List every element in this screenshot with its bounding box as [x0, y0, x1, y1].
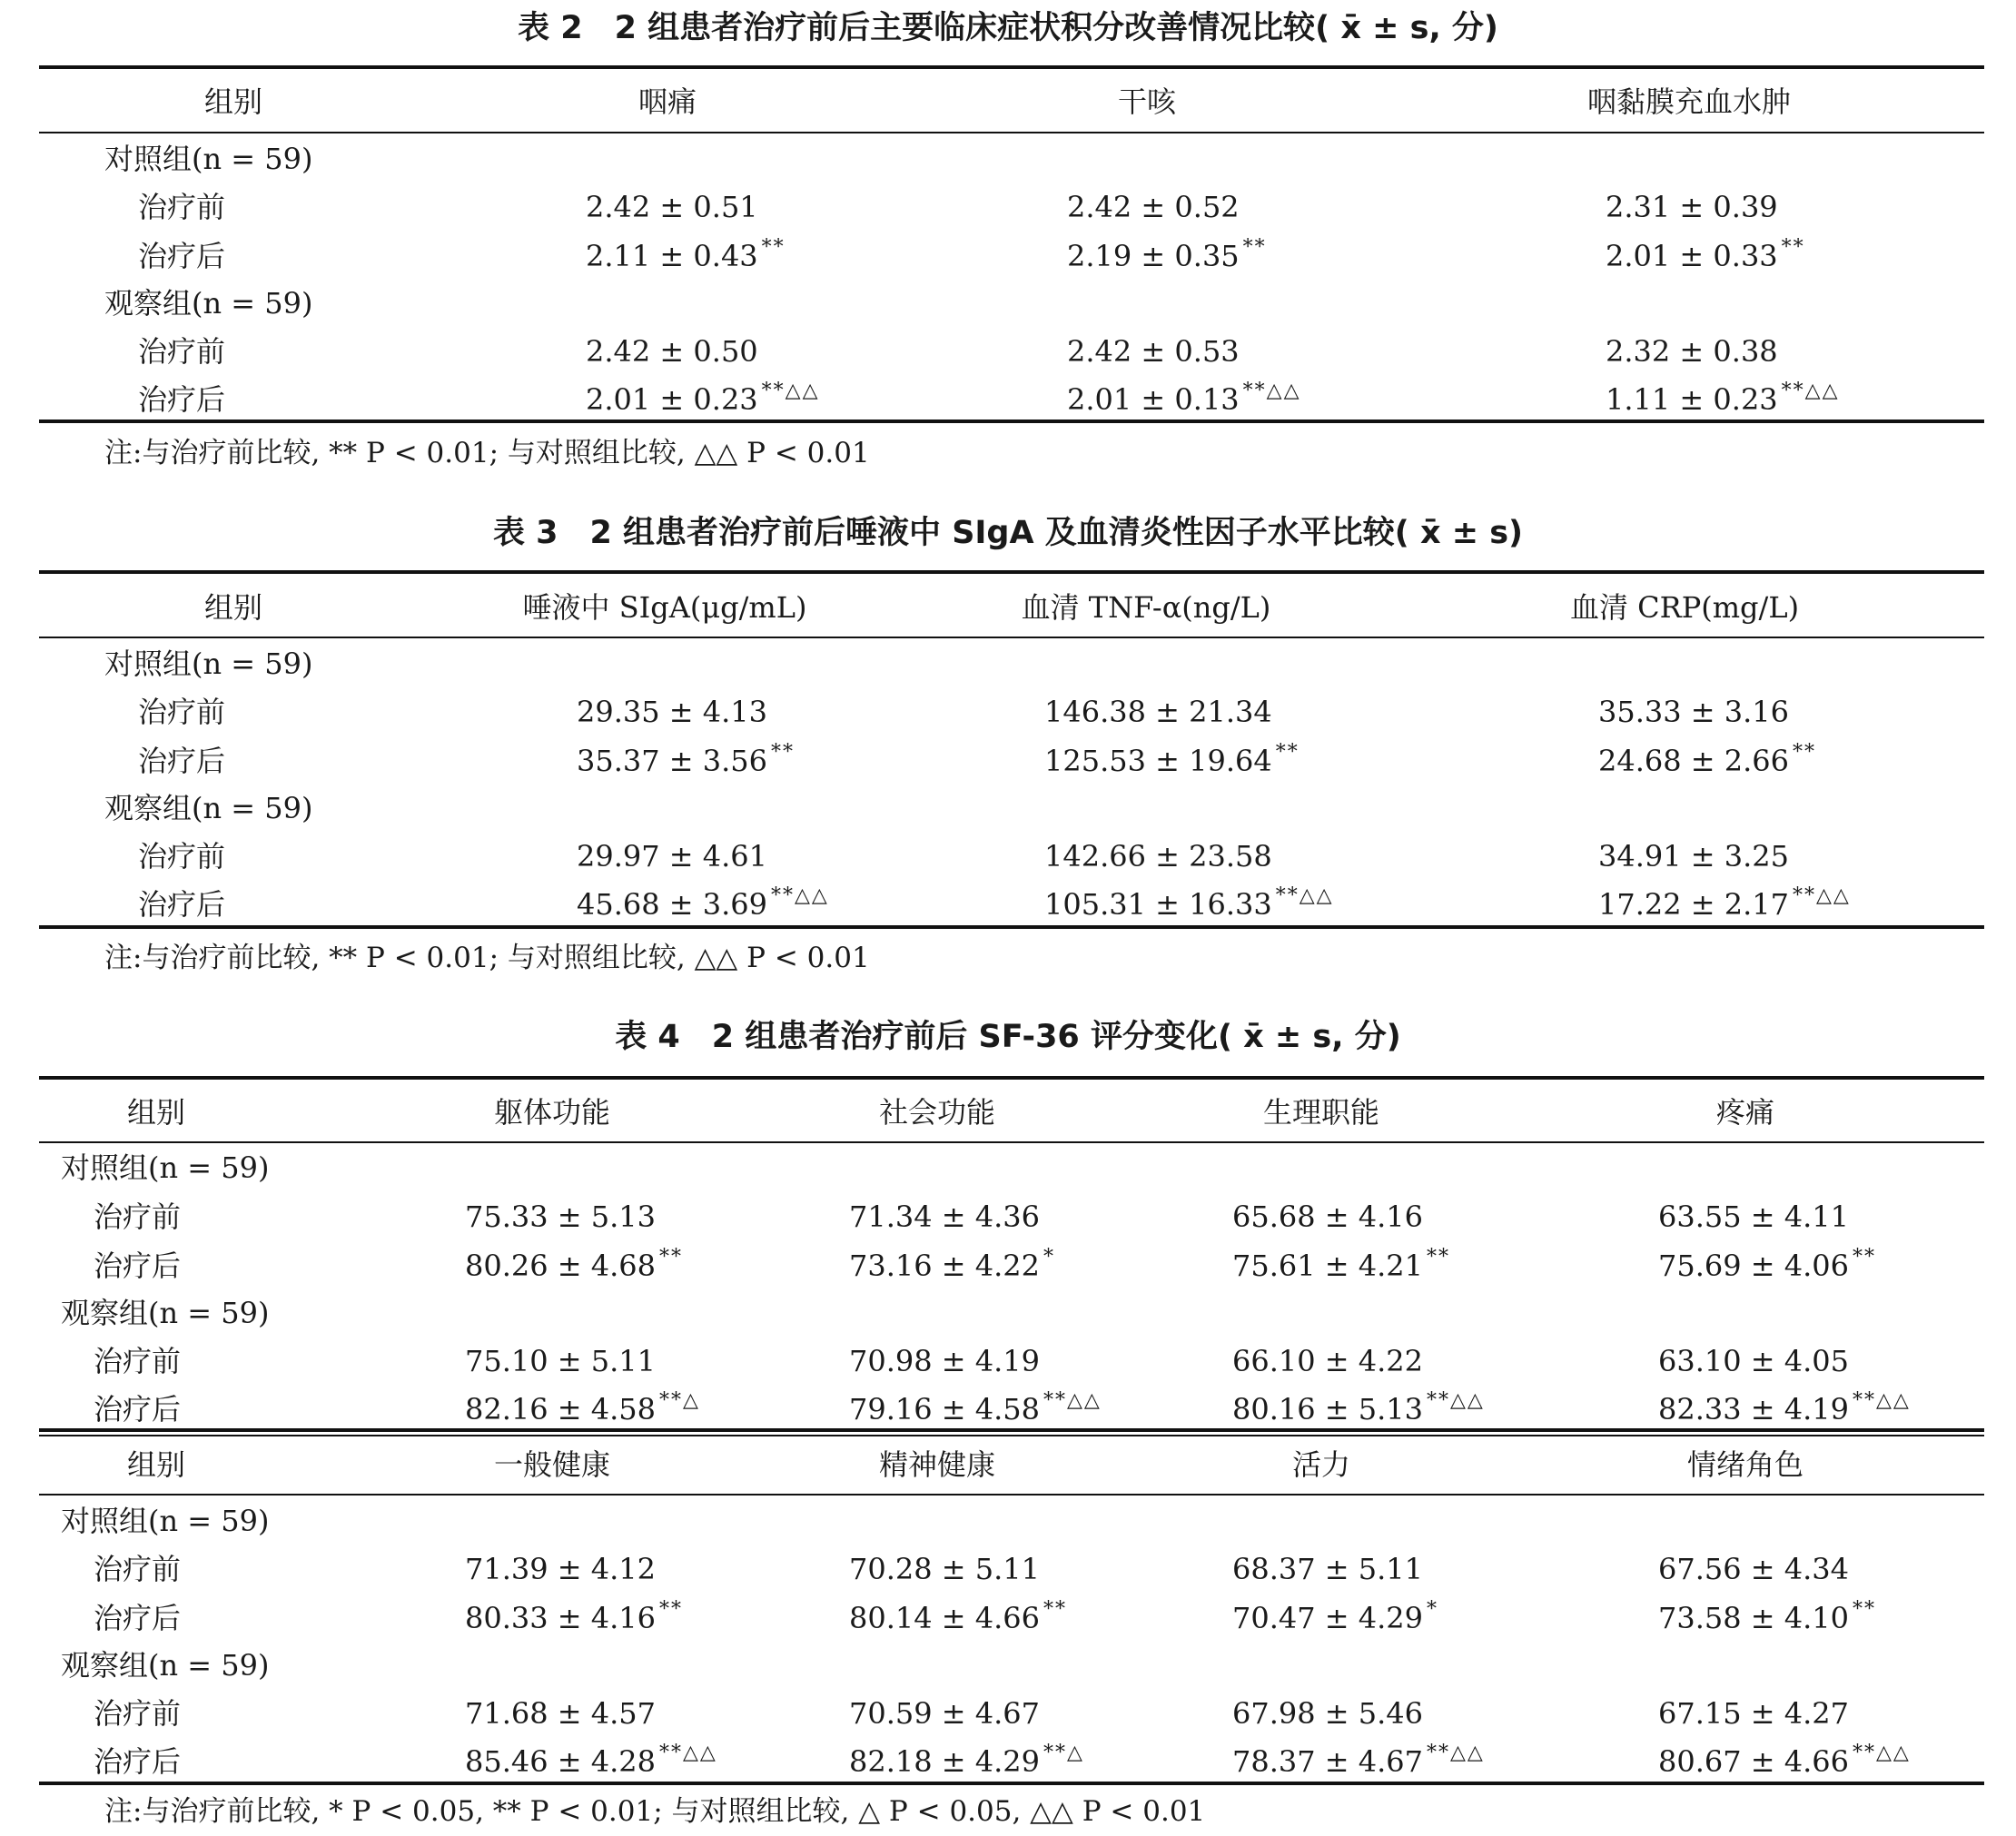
table3-group-control: 对照组(n = 59) — [104, 647, 313, 681]
table2-cell: 2.01 ± 0.23 **△△ — [586, 380, 820, 417]
table4-cell: 80.14 ± 4.66 ** — [849, 1598, 1068, 1635]
table3-cell: 34.91 ± 3.25 — [1598, 839, 1790, 874]
table2-row-label: 治疗前 — [138, 334, 226, 369]
table4-header-role-physical: 生理职能 — [1262, 1095, 1380, 1130]
table4-cell: 85.46 ± 4.28 **△△ — [465, 1742, 717, 1779]
table4-bottom-rule — [39, 1782, 1984, 1785]
table2-cell: 2.01 ± 0.33 ** — [1606, 236, 1805, 273]
table4-row-label: 治疗前 — [94, 1552, 182, 1586]
table2-row-label: 治疗后 — [138, 239, 226, 273]
table4-cell: 73.58 ± 4.10 ** — [1658, 1598, 1877, 1635]
table4-cell: 67.15 ± 4.27 — [1658, 1696, 1850, 1731]
table3-title: 表 3 2 组患者治疗前后唾液中 SIgA 及血清炎性因子水平比较( x̄ ± s) — [492, 515, 1524, 551]
table4-header-group: 组别 — [126, 1095, 186, 1130]
table2-header-group: 组别 — [203, 84, 263, 119]
table3-note: 注:与治疗前比较, ** P < 0.01; 与对照组比较, △△ P < 0.01 — [104, 942, 870, 974]
table2-cell: 2.32 ± 0.38 — [1606, 334, 1778, 369]
table4-cell: 73.16 ± 4.22 * — [849, 1246, 1056, 1283]
table3-header-group: 组别 — [203, 590, 263, 625]
table4-cell: 70.28 ± 5.11 — [849, 1552, 1041, 1586]
table2-group-control: 对照组(n = 59) — [104, 142, 313, 176]
table2-header-rule — [39, 132, 1984, 133]
table3-cell: 29.35 ± 4.13 — [577, 695, 768, 729]
table4-row-label: 治疗后 — [94, 1601, 182, 1635]
table4-header2-group: 组别 — [126, 1447, 186, 1482]
table4-cell: 67.98 ± 5.46 — [1232, 1696, 1424, 1731]
table4-cell: 71.68 ± 4.57 — [465, 1696, 657, 1731]
table4-cell: 66.10 ± 4.22 — [1232, 1344, 1424, 1378]
table4-group2-observation: 观察组(n = 59) — [61, 1648, 270, 1683]
table4-cell: 75.10 ± 5.11 — [465, 1344, 657, 1378]
table2-title: 表 2 2 组患者治疗前后主要临床症状积分改善情况比较( x̄ ± s, 分) — [518, 10, 1498, 46]
table4-cell: 67.56 ± 4.34 — [1658, 1552, 1850, 1586]
table4-mid-rule-2 — [39, 1435, 1984, 1436]
table2-cell: 2.31 ± 0.39 — [1606, 190, 1778, 224]
table2-cell: 2.01 ± 0.13 **△△ — [1067, 380, 1301, 417]
table4-header-rule — [39, 1141, 1984, 1143]
table2-cell: 2.42 ± 0.50 — [586, 334, 758, 369]
table2-cell: 2.11 ± 0.43 ** — [586, 236, 786, 273]
table3-cell: 142.66 ± 23.58 — [1044, 839, 1272, 874]
table4-cell: 63.10 ± 4.05 — [1658, 1344, 1850, 1378]
table4-cell: 71.34 ± 4.36 — [849, 1199, 1041, 1234]
table4-cell: 80.67 ± 4.66 **△△ — [1658, 1742, 1911, 1779]
table4-row-label: 治疗后 — [94, 1249, 182, 1283]
table4-cell: 70.59 ± 4.67 — [849, 1696, 1041, 1731]
table3-cell: 24.68 ± 2.66 ** — [1598, 741, 1817, 778]
table3-group-observation: 观察组(n = 59) — [104, 791, 313, 825]
table3-bottom-rule — [39, 925, 1984, 929]
table4-header-physical-function: 躯体功能 — [493, 1095, 611, 1130]
table4-header2-mental-health: 精神健康 — [878, 1447, 996, 1482]
table4-header-social-function: 社会功能 — [878, 1095, 996, 1130]
table4-header2-general-health: 一般健康 — [493, 1447, 611, 1482]
table3-header-crp: 血清 CRP(mg/L) — [1569, 590, 1800, 625]
table4-title: 表 4 2 组患者治疗前后 SF-36 评分变化( x̄ ± s, 分) — [615, 1019, 1401, 1055]
table4-cell: 82.18 ± 4.29 **△ — [849, 1742, 1084, 1779]
table3-row-label: 治疗前 — [138, 695, 226, 729]
table4-cell: 82.33 ± 4.19 **△△ — [1658, 1389, 1911, 1426]
table3-header-rule — [39, 637, 1984, 638]
table3-top-rule — [39, 570, 1984, 574]
table2-header-mucosa: 咽黏膜充血水肿 — [1586, 84, 1792, 119]
table2-row-label: 治疗前 — [138, 190, 226, 224]
table4-cell: 75.61 ± 4.21 ** — [1232, 1246, 1451, 1283]
table4-row-label: 治疗前 — [94, 1696, 182, 1731]
table4-cell: 80.16 ± 5.13 **△△ — [1232, 1389, 1485, 1426]
table4-cell: 75.33 ± 5.13 — [465, 1199, 657, 1234]
table4-top-rule — [39, 1076, 1984, 1080]
table4-row-label: 治疗前 — [94, 1199, 182, 1234]
table3-cell: 35.37 ± 3.56 ** — [577, 741, 796, 778]
table4-header-pain: 疼痛 — [1715, 1095, 1775, 1130]
table3-header-tnf: 血清 TNF-α(ng/L) — [1021, 590, 1271, 625]
table2-note: 注:与治疗前比较, ** P < 0.01; 与对照组比较, △△ P < 0.01 — [104, 437, 870, 469]
table3-row-label: 治疗后 — [138, 744, 226, 778]
table3-header-siga: 唾液中 SIgA(μg/mL) — [522, 590, 807, 625]
table4-group-control: 对照组(n = 59) — [61, 1150, 270, 1185]
table4-row-label: 治疗前 — [94, 1344, 182, 1378]
table2-header-dry-cough: 干咳 — [1117, 84, 1177, 119]
table2-cell: 1.11 ± 0.23 **△△ — [1606, 380, 1840, 417]
table2-header-sore-throat: 咽痛 — [637, 84, 697, 119]
table4-mid-rule-1 — [39, 1428, 1984, 1432]
table3-cell: 45.68 ± 3.69 **△△ — [577, 884, 829, 922]
table4-cell: 63.55 ± 4.11 — [1658, 1199, 1850, 1234]
table4-cell: 68.37 ± 5.11 — [1232, 1552, 1424, 1586]
table4-note: 注:与治疗前比较, * P < 0.05, ** P < 0.01; 与对照组比较, △ P < 0.05, △△ P < 0.01 — [104, 1795, 1206, 1828]
table4-cell: 75.69 ± 4.06 ** — [1658, 1246, 1877, 1283]
table4-header2-rule — [39, 1494, 1984, 1495]
table2-cell: 2.42 ± 0.51 — [586, 190, 758, 224]
table3-cell: 105.31 ± 16.33 **△△ — [1044, 884, 1334, 922]
table4-row-label: 治疗后 — [94, 1744, 182, 1779]
table3-cell: 35.33 ± 3.16 — [1598, 695, 1790, 729]
table3-cell: 125.53 ± 19.64 ** — [1044, 741, 1300, 778]
table3-row-label: 治疗后 — [138, 887, 226, 922]
table3-cell: 17.22 ± 2.17 **△△ — [1598, 884, 1851, 922]
table4-cell: 65.68 ± 4.16 — [1232, 1199, 1424, 1234]
table4-header2-vitality: 活力 — [1291, 1447, 1351, 1482]
table2-cell: 2.19 ± 0.35 ** — [1067, 236, 1267, 273]
table4-group2-control: 对照组(n = 59) — [61, 1504, 270, 1538]
table4-cell: 78.37 ± 4.67 **△△ — [1232, 1742, 1485, 1779]
table4-cell: 70.47 ± 4.29 * — [1232, 1598, 1439, 1635]
table2-row-label: 治疗后 — [138, 382, 226, 417]
table2-cell: 2.42 ± 0.52 — [1067, 190, 1240, 224]
table2-top-rule — [39, 65, 1984, 69]
table4-cell: 79.16 ± 4.58 **△△ — [849, 1389, 1102, 1426]
table4-header2-role-emotional: 情绪角色 — [1686, 1447, 1804, 1482]
table4-cell: 80.26 ± 4.68 ** — [465, 1246, 684, 1283]
table3-cell: 29.97 ± 4.61 — [577, 839, 768, 874]
table4-cell: 70.98 ± 4.19 — [849, 1344, 1041, 1378]
table4-row-label: 治疗后 — [94, 1392, 182, 1426]
table2-group-observation: 观察组(n = 59) — [104, 286, 313, 321]
table3-cell: 146.38 ± 21.34 — [1044, 695, 1272, 729]
table4-cell: 82.16 ± 4.58 **△ — [465, 1389, 700, 1426]
table4-cell: 71.39 ± 4.12 — [465, 1552, 657, 1586]
table4-group-observation: 观察组(n = 59) — [61, 1296, 270, 1330]
table2-cell: 2.42 ± 0.53 — [1067, 334, 1240, 369]
table3-row-label: 治疗前 — [138, 839, 226, 874]
table4-cell: 80.33 ± 4.16 ** — [465, 1598, 684, 1635]
table2-bottom-rule — [39, 420, 1984, 423]
